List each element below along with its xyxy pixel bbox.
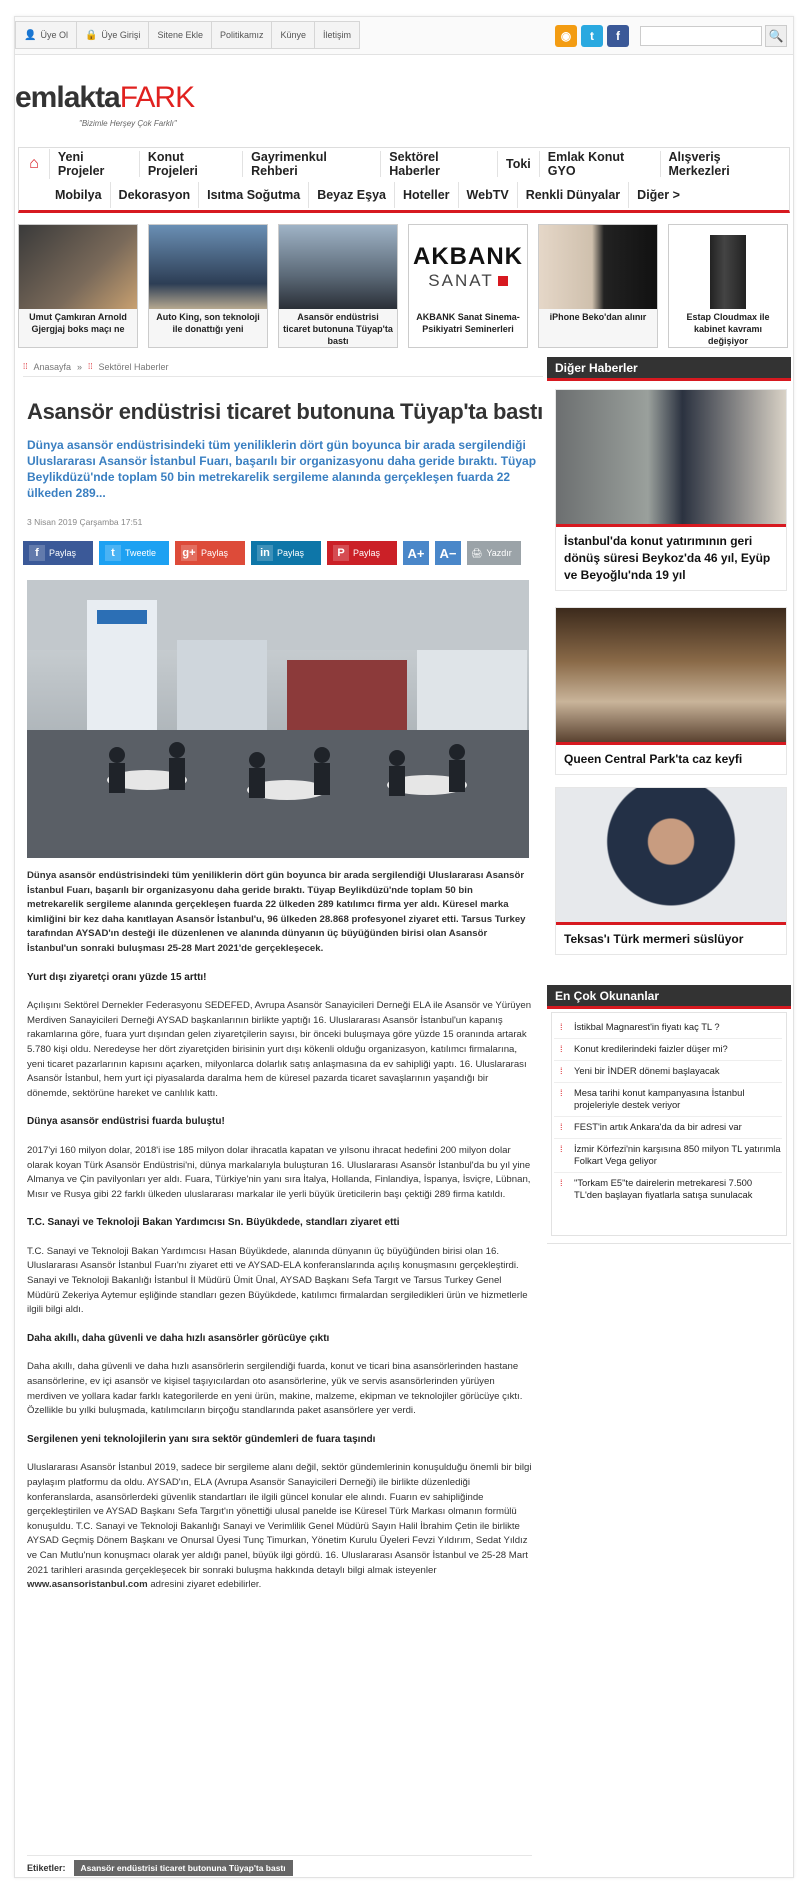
font-increase-button[interactable]: A+ xyxy=(403,541,429,565)
share-bar xyxy=(23,541,521,567)
nav-item[interactable]: Hoteller xyxy=(395,182,459,208)
most-read-item[interactable]: ⁞ Mesa tarihi konut kampanyasına İstanbul projeleriyle destek veriyor xyxy=(560,1087,782,1111)
nav-item[interactable]: Emlak Konut GYO xyxy=(540,151,661,177)
bullet-icon: ⁞ xyxy=(560,1144,563,1154)
nav-item[interactable]: Mobilya xyxy=(47,182,111,208)
most-read-item[interactable]: ⁞ İzmir Körfezi'nin karşısına 850 milyon TL yatırımla Folkart Vega geliyor xyxy=(560,1143,782,1167)
fair-photo xyxy=(27,580,529,858)
article-title: Asansör endüstrisi ticaret butonuna Tüyap'ta bastı xyxy=(27,399,543,424)
card-image xyxy=(556,608,786,742)
article-paragraph: Uluslararası Asansör İstanbul 2019, sadece bir sergileme alanı değil, sektör gündemlerinin konuşulduğu önemli bir bilgi paylaşım platformu da oldu. AYSAD'ın, ELA (Avrupa Asansör Sanayicileri Derneği) ile birlikte düzenlediği konferanslarda, asansörlerdeki güvenlik standartları ile ilgili güncel konular ele alındı. Fuarın ev sahipliğinde gerçekleştirilen ve AYSAD Başkanı Sefa Targıt'ın yönettiği ulusal panelde ise Küresel Türk Markası olmanın formülü konuşuldu. T.C. Sanayi ve Teknoloji Bakanlığı Sanayi ve Verimlilik Genel Müdürü Sayın Halil İbrahim Çetin ile birlikte AYSAD Geçmiş Dönem Başkanı ve Onursal Üyesi Tunç Timurkan, Yönetim Kurulu Üyeleri Fevzi Yıldırım, Sedat Yıldız ve Can Mutlu'nun konuşmacı olarak yer aldığı panel, büyük ilgi gördü. 16. Uluslararası Asansör İstanbul ve 25-28 Mart 2021 tarihleri arasında gerçekleşecek bir sonraki buluşma hakkında detaylı bilgi almak isteyenler www.asansoristanbul.com adresini ziyaret edebilirler. xyxy=(27,1462,532,1591)
bullet-icon: ⁞ xyxy=(560,1088,563,1098)
other-news-card[interactable]: Queen Central Park'ta caz keyfi xyxy=(555,607,787,775)
search-button[interactable] xyxy=(765,25,787,47)
add-to-site-link[interactable]: Sitene Ekle xyxy=(149,22,212,48)
nav-item[interactable]: Isıtma Soğutma xyxy=(199,182,309,208)
most-read-item[interactable]: ⁞ FEST'in artık Ankara'da da bir adresi var xyxy=(560,1121,782,1133)
breadcrumb-separator: » xyxy=(76,361,82,372)
article-lead: Dünya asansör endüstrisindeki tüm yeniliklerin dört gün boyunca bir arada sergilendiği Uluslararası Asansör İstanbul Fuarı, başarılı bir organizasyonu daha geride bıraktı. Tüyap Beylikdüzü'nde toplam 50 bin metrekarelik sergileme alanında gerçekleşen fuarda 22 ülkeden 289... xyxy=(27,438,537,500)
other-news-card[interactable]: Teksas'ı Türk mermeri süslüyor xyxy=(555,787,787,955)
article-paragraph: Dünya asansör endüstrisindeki tüm yeniliklerin dört gün boyunca bir arada sergilendiği Uluslararası Asansör İstanbul Fuarı, başarılı bir organizasyonu daha geride bıraktı. Tüyap Beylikdüzü'nde toplam 50 bin metrekarelik sergileme alanında gerçekleşen fuarda 22 ülkeden 289 katılımcı firma yer aldı. Küresel marka kimliğini bir kez daha kanıtlayan Asansör İstanbul'u, 96 ülkeden 28.868 profesyonel ziyaret etti. Tarsus Turkey tarafından AYSAD'ın desteği ile düzenlenen ve alanında dünyanın üç büyüğünden birisi olan Asansör İstanbul'un sonraki buluşması 25-28 Mart 2021'de gerçekleşecek. xyxy=(27,870,526,954)
pinterest-share-button[interactable]: P Paylaş xyxy=(327,541,397,565)
nav-item[interactable]: Gayrimenkul Rehberi xyxy=(243,151,381,177)
nav-item[interactable]: Toki xyxy=(498,151,540,177)
home-icon[interactable]: ⌂ xyxy=(19,149,50,179)
contact-link[interactable]: İletişim xyxy=(323,30,352,40)
search-icon: 🔍 xyxy=(768,29,784,43)
most-read-section xyxy=(547,985,791,1009)
twitter-icon[interactable]: t xyxy=(581,25,603,47)
nav-item[interactable]: Renkli Dünyalar xyxy=(518,182,629,208)
card-image xyxy=(556,390,786,524)
nav-item[interactable]: Beyaz Eşya xyxy=(309,182,395,208)
most-read-item[interactable]: ⁞ "Torkam E5"te dairelerin metrekaresi 7.500 TL'den başlayan fiyatlarla satışa sunulacak xyxy=(560,1177,753,1200)
pinterest-icon: P xyxy=(333,545,349,561)
website-link[interactable]: www.asansoristanbul.com xyxy=(27,1579,148,1591)
most-read-item[interactable]: ⁞ İstikbal Magnarest'in fiyatı kaç TL ? xyxy=(560,1021,782,1033)
nav-item[interactable]: Konut Projeleri xyxy=(140,151,243,177)
article-paragraph: Daha akıllı, daha güvenli ve daha hızlı asansörlerin sergilendiği fuarda, konut ve ticari bina asansörlerinden hastane asansörlerine, ev içi asansör ve kişisel taşıyıcılardan oto asansörlerine, yük ve servis asansörlerinden yürüyen merdiven ve yollara kadar farklı kategorilerde en yeni ürün, makine, malzeme, ekipman ve teknolojiler görücüye çıktı. Özellikle bu yılki buluşmada, katılımcıların birçoğu standlarında paket asansörlere yer verdi. xyxy=(27,1361,523,1417)
bullet-icon: ⁞ xyxy=(560,1022,563,1032)
main-nav xyxy=(18,147,790,213)
linkedin-share-button[interactable]: in Paylaş xyxy=(251,541,321,565)
article-paragraph: T.C. Sanayi ve Teknoloji Bakan Yardımcısı Hasan Büyükdede, alanında dünyanın üç büyüğünden birisi olan 16. Uluslararası Asansör İstanbul Fuarı'nı ziyaret etti ve AYSAD-ELA konferanslarında açılış konuşmasını gerçekleştirdi. Sanayi ve Teknoloji Bakanlığı İstanbul İl Müdürü Ümit Ünal, AYSAD Başkanı Sefa Targıt ve Tarsus Turkey Genel Müdürü Zekeriya Aytemur eşliğinde standları gezen Büyükdede, katılımcı firmalardan sergiledikleri ürün ve hizmetlerle ilgili bilgi aldı. xyxy=(27,1245,528,1316)
nav-item[interactable]: Sektörel Haberler xyxy=(381,151,498,177)
page xyxy=(14,16,794,1878)
article-paragraph: 2017'yi 160 milyon dolar, 2018'i ise 185 milyon dolar ihracatla kapatan ve yılsonu ihracat hedefini 200 milyon dolar olarak koyan Türk Asansör Endüstrisi'ni, dünya markalarıyla buluşturan 16. Uluslararası Asansör İstanbul'da bu yıl yine Almanya ve Çin pavilyonları yer aldı. Fuara, Türkiye'nin yanı sıra İtalya, Hollanda, Finlandiya, İspanya, İsviçre, Lübnan, Mısır ve Rusya gibi 22 farklı ülkeden uluslararası markalar ile yerli büyük üreticilerin başı çektiği 289 firma katıldı. xyxy=(27,1144,531,1200)
strip-item[interactable]: Asansör endüstrisi ticaret butonuna Tüyap'ta bastı xyxy=(278,224,398,348)
googleplus-icon: g+ xyxy=(182,547,196,559)
article-body xyxy=(27,869,532,1607)
breadcrumb-home[interactable]: Anasayfa xyxy=(33,361,71,372)
nav-item[interactable]: Alışveriş Merkezleri xyxy=(668,150,730,178)
bullet-icon: ⁞ xyxy=(560,1178,563,1188)
imprint-link[interactable]: Künye xyxy=(272,22,315,48)
tags-label: Etiketler: xyxy=(27,1863,66,1873)
googleplus-share-button[interactable]: g+ Paylaş xyxy=(175,541,245,565)
nav-item[interactable]: WebTV xyxy=(459,182,518,208)
article-subheading: T.C. Sanayi ve Teknoloji Bakan Yardımcısı Sn. Büyükdede, standları ziyaret etti xyxy=(27,1217,400,1229)
article-subheading: Dünya asansör endüstrisi fuarda buluştu! xyxy=(27,1116,225,1128)
most-read-item[interactable]: ⁞ Yeni bir İNDER dönemi başlayacak xyxy=(560,1065,782,1077)
top-bar xyxy=(15,17,793,55)
linkedin-icon: in xyxy=(257,545,273,561)
strip-item[interactable]: AKBANK SANAT AKBANK Sanat Sinema-Psikiyatri Seminerleri xyxy=(408,224,528,348)
nav-item[interactable]: Dekorasyon xyxy=(111,182,200,208)
akbank-sanat-logo: AKBANK SANAT xyxy=(409,225,527,309)
print-button[interactable]: 🖨 Yazdır xyxy=(467,541,521,565)
strip-image xyxy=(669,225,787,309)
news-strip xyxy=(18,224,792,348)
policy-link[interactable]: Politikamız xyxy=(212,22,273,48)
breadcrumb-bullet-icon: ⁞⁞ xyxy=(88,362,93,371)
strip-image xyxy=(149,225,267,309)
twitter-share-button[interactable]: t Tweetle xyxy=(99,541,169,565)
breadcrumb-bullet-icon: ⁞⁞ xyxy=(23,362,28,371)
article-paragraph: Açılışını Sektörel Dernekler Federasyonu SEDEFED, Avrupa Asansör Sanayicileri Derneği ELA ile Asansör ve Yürüyen Merdiven Sanayicileri Derneği AYSAD başkanlarının birlikte yaptığı 16. Uluslararası Asansör İstanbul'un kapanış rakamlarına göre, fuara yurt dışından gelen ziyaretçilerin sayısı, bir önceki buluşmaya göre yüzde 15 oranında artarak 5.780 kişi oldu. Neredeyse her dört ziyaretçiden birisinin yurt dışı kökenli olduğu organizasyon, katılımcı firmalarına, yeni ticaret pazarlarının kapısını açarken, milyonlarca dolarlık satış anlaşmasına da ev sahipliği yaptı. 16. Uluslararası Asansör İstanbul, hem yurt içi piyasalarda daralma hem de küresel pazarda ticaret savaşlarının yaşandığı bir dönemde, sektörüne hareket ve canlılık kattı. xyxy=(27,1000,532,1099)
article-subheading: Sergilenen yeni teknolojilerin yanı sıra sektör gündemleri de fuara taşındı xyxy=(27,1433,376,1445)
other-news-card[interactable]: İstanbul'da konut yatırımının geri dönüş süresi Beykoz'da 46 yıl, Eyüp ve Beyoğlu'nda 19 yıl xyxy=(555,389,787,591)
strip-image xyxy=(539,225,657,309)
most-read-list xyxy=(551,1012,787,1236)
lock-icon: 🔒 xyxy=(84,29,98,41)
font-decrease-button[interactable]: A− xyxy=(435,541,461,565)
bullet-icon: ⁞ xyxy=(560,1044,563,1054)
strip-image xyxy=(279,225,397,309)
facebook-icon[interactable]: f xyxy=(607,25,629,47)
strip-item[interactable]: Auto King, son teknoloji ile donattığı yeni xyxy=(148,224,268,348)
top-links xyxy=(15,21,360,49)
other-news-header: Diğer Haberler xyxy=(547,357,791,381)
strip-item[interactable]: iPhone Beko'dan alınır xyxy=(538,224,658,348)
tag-chip[interactable]: Asansör endüstrisi ticaret butonuna Tüyap'ta bastı xyxy=(74,1860,293,1876)
bullet-icon: ⁞ xyxy=(560,1122,563,1132)
login-link[interactable]: 🔒 Üye Girişi xyxy=(77,22,149,48)
twitter-icon: t xyxy=(105,545,121,561)
article-subheading: Daha akıllı, daha güvenli ve daha hızlı asansörler görücüye çıktı xyxy=(27,1332,330,1344)
nav-more[interactable]: Diğer > xyxy=(637,188,680,202)
breadcrumb xyxy=(23,357,543,377)
facebook-share-button[interactable]: f Paylaş xyxy=(23,541,93,565)
breadcrumb-category[interactable]: Sektörel Haberler xyxy=(98,361,169,372)
slogan: "Bizimle Herşey Çok Farklı" xyxy=(79,119,177,128)
tags-row xyxy=(27,1855,532,1876)
sidebar-divider xyxy=(547,1243,791,1244)
bullet-icon: ⁞ xyxy=(560,1066,563,1076)
register-link[interactable]: 👤 Üye Ol xyxy=(16,22,77,48)
article-date: 3 Nisan 2019 Çarşamba 17:51 xyxy=(27,517,143,527)
article-subheading: Yurt dışı ziyaretçi oranı yüzde 15 arttı! xyxy=(27,971,207,983)
rss-icon[interactable]: ◉ xyxy=(555,25,577,47)
red-square xyxy=(498,276,508,286)
most-read-header: En Çok Okunanlar xyxy=(547,985,791,1009)
card-image xyxy=(556,788,786,922)
most-read-item[interactable]: ⁞ Konut kredilerindeki faizler düşer mi? xyxy=(560,1043,782,1055)
strip-item[interactable]: Estap Cloudmax ile kabinet kavramı değişiyor xyxy=(668,224,788,348)
sidebar xyxy=(547,357,791,381)
article-image xyxy=(27,580,529,858)
printer-icon: 🖨 xyxy=(471,547,483,558)
facebook-icon: f xyxy=(29,545,45,561)
nav-item[interactable]: Yeni Projeler xyxy=(50,151,140,177)
search-input[interactable] xyxy=(640,26,762,46)
logo[interactable]: emlaktaFARK xyxy=(15,81,195,114)
strip-item[interactable]: Umut Çamkıran Arnold Gjergjaj boks maçı ne xyxy=(18,224,138,348)
user-icon: 👤 xyxy=(24,29,37,41)
strip-image xyxy=(19,225,137,309)
